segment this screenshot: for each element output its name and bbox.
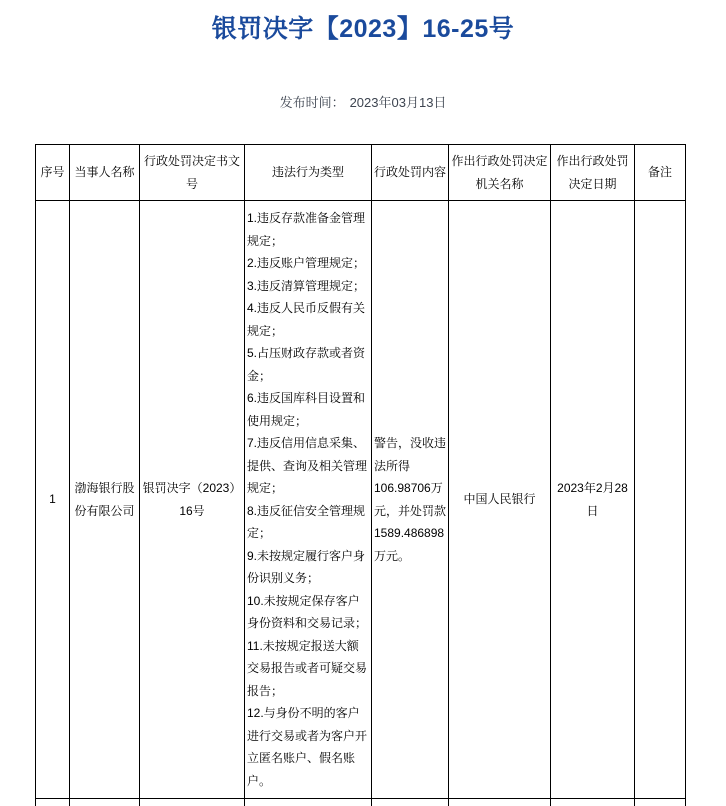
cell-decision-date: 2023年2月28日 (551, 201, 635, 799)
violation-item: 3.违反清算管理规定； (247, 278, 366, 293)
cell-empty (449, 799, 551, 806)
cell-empty (245, 799, 372, 806)
table-header-row (36, 145, 686, 201)
violation-item: 1.违反存款准备金管理规定； (247, 211, 366, 248)
violation-item: 12.与身份不明的客户进行交易或者为客户开立匿名账户、假名账户。 (247, 706, 368, 788)
cell-empty (140, 799, 245, 806)
cell-empty (372, 799, 449, 806)
violation-item: 11.未按规定报送大额交易报告或者可疑交易报告； (247, 638, 368, 698)
violation-item: 7.违反信用信息采集、提供、查询及相关管理规定； (247, 436, 368, 495)
penalty-table (35, 144, 686, 806)
col-header-party-name: 当事人名称 (70, 145, 140, 201)
violation-item: 5.占压财政存款或者资金； (247, 346, 366, 383)
cell-empty (36, 799, 70, 806)
cell-index: 1 (36, 201, 70, 799)
page (0, 14, 726, 806)
cell-authority: 中国人民银行 (449, 201, 551, 799)
publish-date-label: 发布时间： (279, 95, 345, 110)
violation-item: 6.违反国库科目设置和使用规定； (247, 391, 366, 428)
col-header-remarks: 备注 (635, 145, 686, 201)
table-row (36, 201, 686, 799)
publish-date-line (0, 95, 726, 111)
cell-empty (551, 799, 635, 806)
col-header-index: 序号 (36, 145, 70, 201)
cell-empty (635, 799, 686, 806)
violation-item: 9.未按规定履行客户身份识别义务； (247, 548, 366, 585)
table-row-partial (36, 799, 686, 806)
page-title: 银罚决字【2023】16-25号 (211, 15, 515, 43)
col-header-decision-date: 作出行政处罚决定日期 (551, 145, 635, 201)
cell-remarks (635, 201, 686, 799)
col-header-doc-no: 行政处罚决定书文号 (140, 145, 245, 201)
publish-date-value: 2023年03月13日 (349, 95, 447, 110)
violation-item: 8.违反征信安全管理规定； (247, 503, 366, 540)
violation-item: 10.未按规定保存客户身份资料和交易记录； (247, 593, 368, 630)
violation-item: 2.违反账户管理规定； (247, 256, 366, 270)
cell-violations (245, 201, 372, 799)
col-header-violation-type: 违法行为类型 (245, 145, 372, 201)
col-header-authority: 作出行政处罚决定机关名称 (449, 145, 551, 201)
cell-doc-no: 银罚决字（2023）16号 (140, 201, 245, 799)
cell-empty (70, 799, 140, 806)
violation-item: 4.违反人民币反假有关规定； (247, 301, 366, 338)
cell-party-name: 渤海银行股份有限公司 (70, 201, 140, 799)
col-header-penalty-content: 行政处罚内容 (372, 145, 449, 201)
cell-penalty-content: 警告，没收违法所得106.98706万元，并处罚款1589.486898万元。 (372, 201, 449, 799)
